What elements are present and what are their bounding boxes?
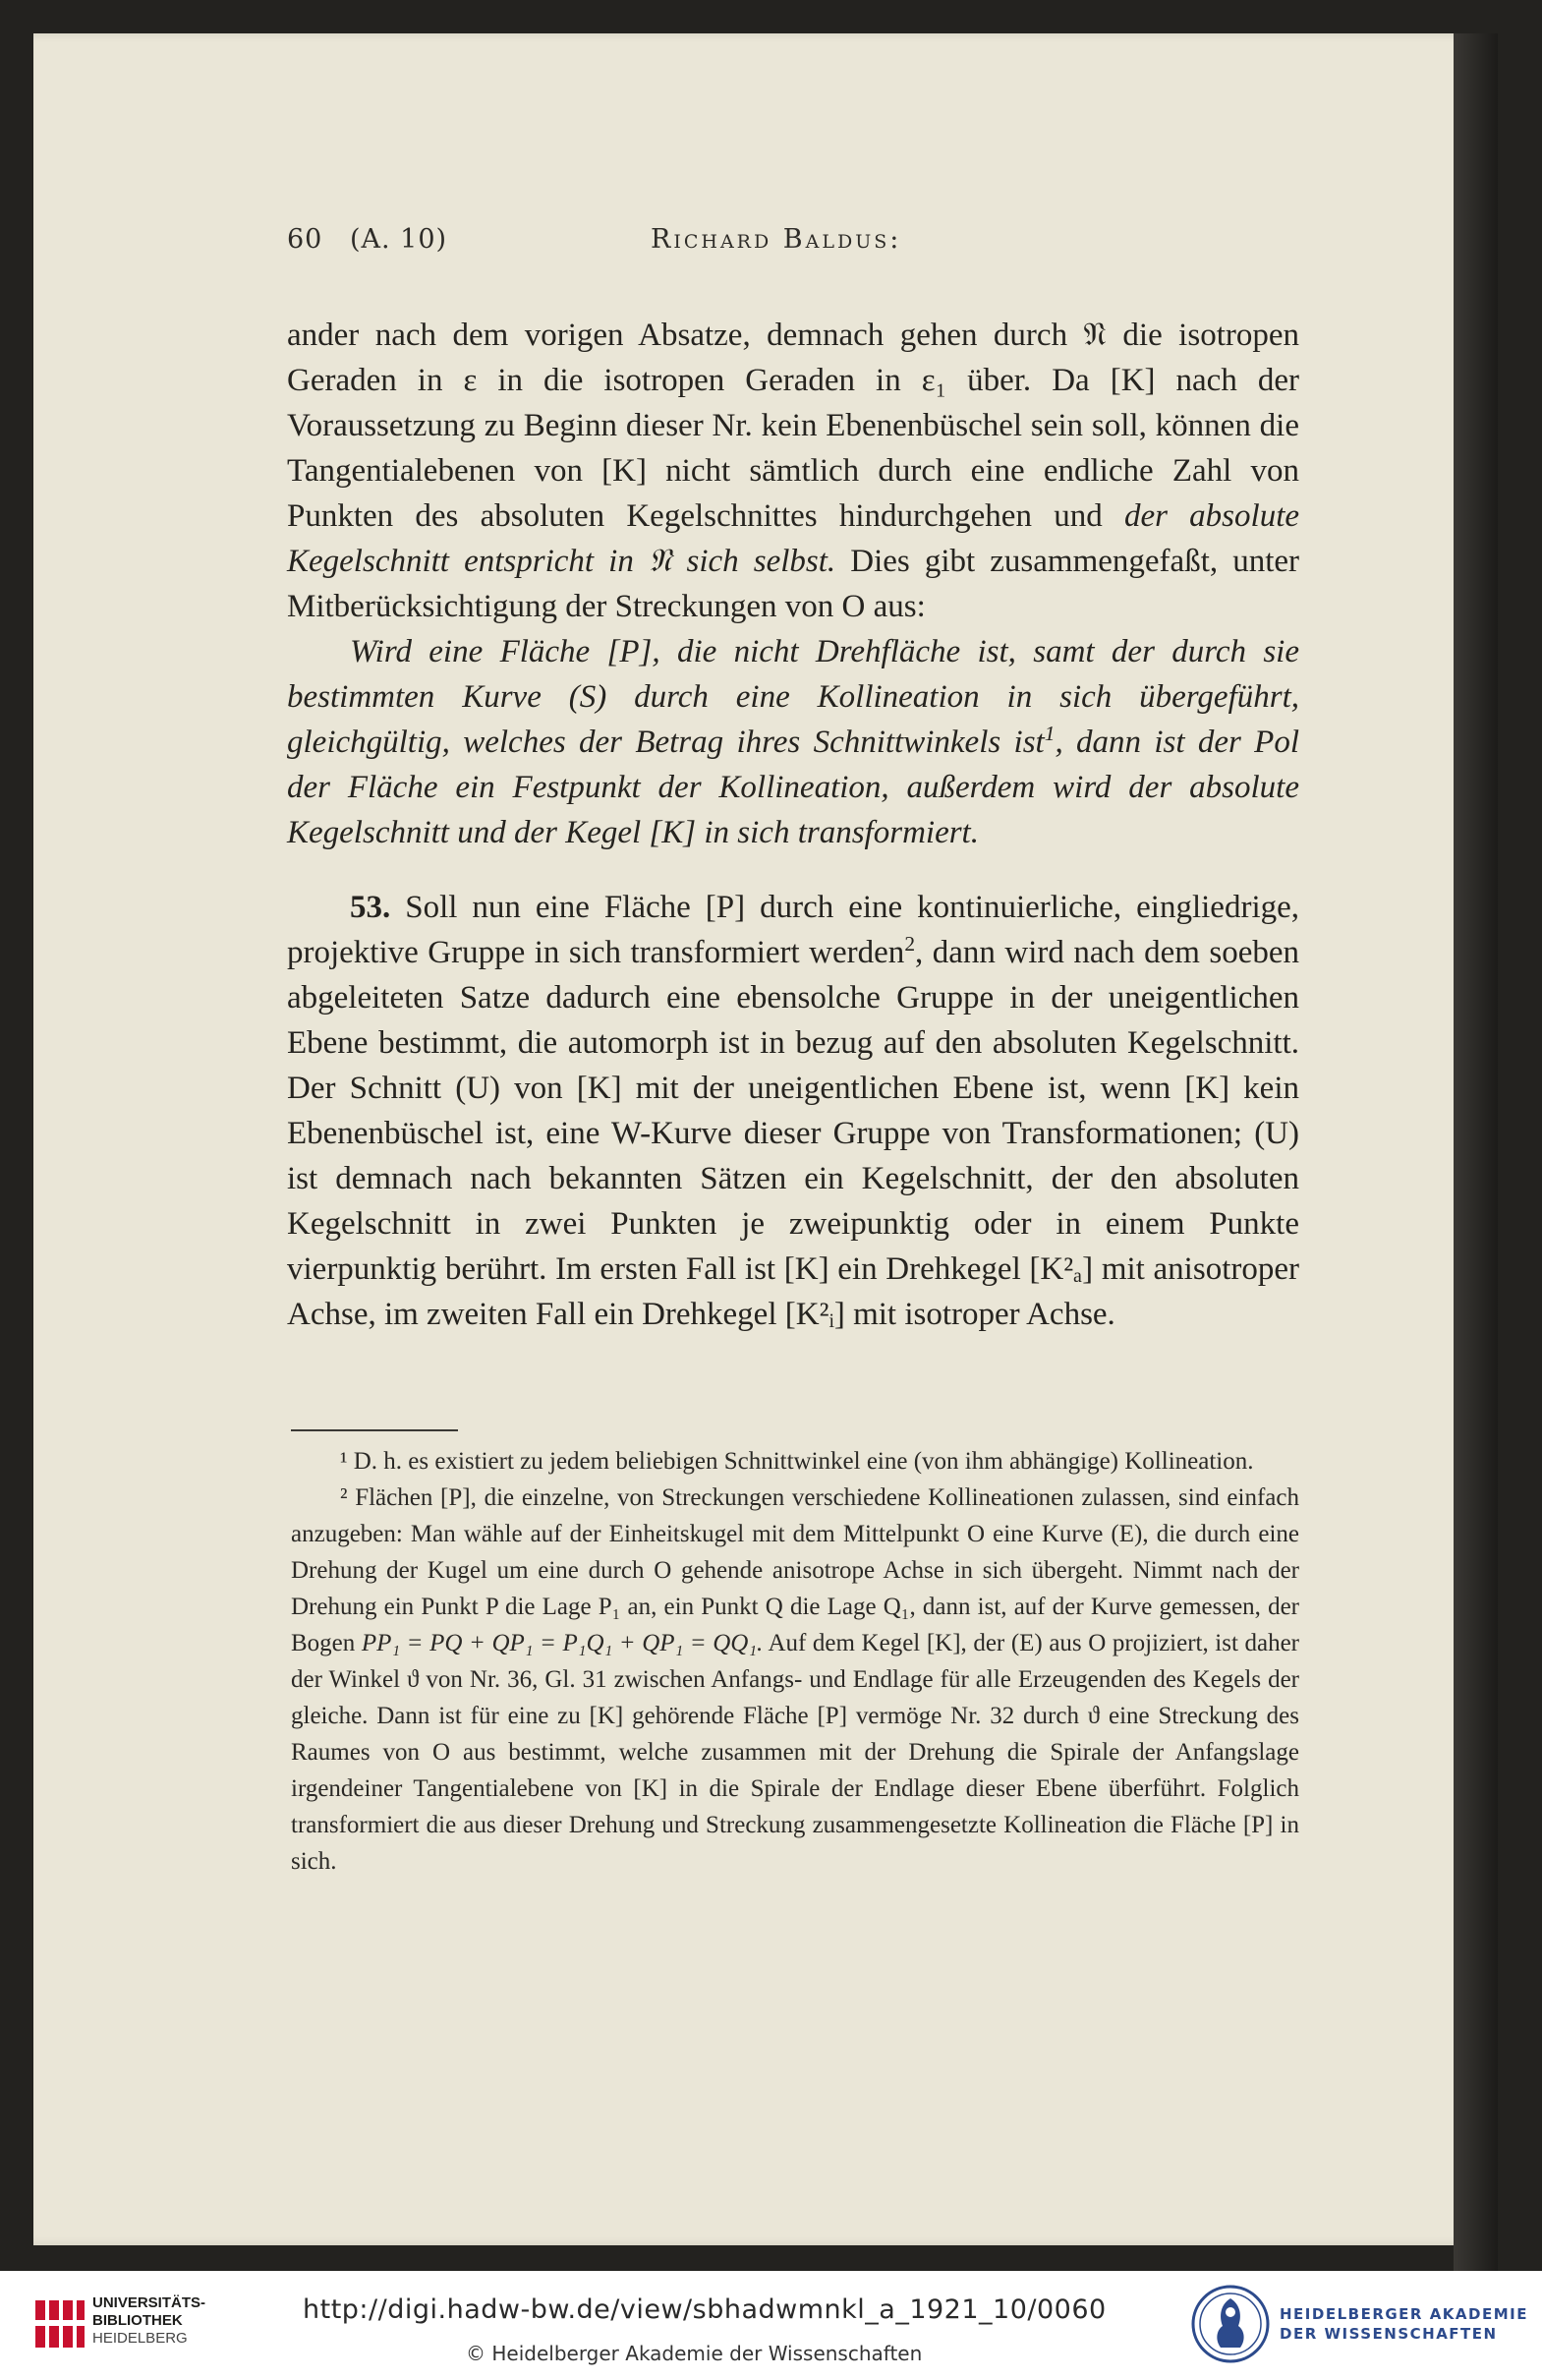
section-number: 53. xyxy=(350,890,391,925)
section-reference: (A. 10) xyxy=(349,224,448,255)
footnote-divider xyxy=(291,1429,458,1431)
copyright-notice: © Heidelberger Akademie der Wissenschaften xyxy=(466,2342,923,2365)
body-text xyxy=(287,313,1299,1337)
footnotes xyxy=(291,1443,1299,1880)
italic-statement: der absolute Kegelschnitt entspricht in 𝔑 sich selbst. xyxy=(287,498,1300,579)
academy-seal-icon xyxy=(1191,2283,1270,2365)
page-number: 60 xyxy=(287,224,323,255)
university-library-name: UNIVERSITÄTS- BIBLIOTHEK HEIDELBERG xyxy=(92,2294,206,2347)
paragraph-continuation: ander nach dem vorigen Absatze, demnach gehen durch 𝔑 die isotropen Geraden in ε in die isotropen Geraden in ε₁ über. Da [K] nach der Voraussetzung zu Beginn dieser Nr. kein Ebenenbüschel sein soll, können die Tangentialebenen von [K] nicht sämtlich durch eine endliche Zahl von Punkten des absoluten Kegelschnittes hindurchgehen und der absolute Kegelschnitt entspricht in 𝔑 sich selbst. Dies gibt zusammengefaßt, unter Mitberücksichtigung der Streckungen von O aus: xyxy=(287,318,1300,624)
viewer-footer xyxy=(0,2271,1542,2380)
footnote-2: ² Flächen [P], die einzelne, von Streckungen verschiedene Kollineationen zulassen, sind einfach anzugeben: Man wähle auf der Einheitskugel mit dem Mittelpunkt O eine Kurve (E), die durch eine Drehung der Kugel um eine durch O gehende anisotrope Achse in sich übergeht. Nimmt nach der Drehung ein Punkt P die Lage P₁ an, ein Punkt Q die Lage Q₁, dann ist, auf der Kurve gemessen, der Bogen PP₁ = PQ + QP₁ = P₁Q₁ + QP₁ = QQ₁. Auf dem Kegel [K], der (E) aus O projiziert, ist daher der Winkel ϑ von Nr. 36, Gl. 31 zwischen Anfangs- und Endlage für alle Erzeugenden des Kegels der gleiche. Dann ist für eine zu [K] gehörende Fläche [P] vermöge Nr. 32 durch ϑ eine Streckung des Raumes von O aus bestimmt, welche zusammen mit der Drehung die Spirale der Anfangslage irgendeiner Tangentialebene von [K] in die Spirale der Endlage dieser Ebene überführt. Folglich transformiert die aus dieser Drehung und Streckung zusammengesetzte Kollineation die Fläche [P] in sich. xyxy=(291,1484,1300,1875)
footnote-ref-2: 2 xyxy=(904,932,916,956)
book-spine xyxy=(1454,33,1498,2294)
theorem-statement: Wird eine Fläche [P], die nicht Drehfläche ist, samt der durch sie bestimmten Kurve (S) durch eine Kollineation in sich übergeführt, gleichgültig, welches der Betrag ihres Schnittwinkels ist$^1$, dann ist der Pol der Fläche ein Festpunkt der Kollineation, außerdem wird der absolute Kegelschnitt und der Kegel [K] in sich transformiert. xyxy=(287,634,1299,850)
running-title: Richard Baldus: xyxy=(651,224,902,255)
university-library-logo-icon xyxy=(33,2296,86,2351)
footnote-1: ¹ D. h. es existiert zu jedem beliebigen Schnittwinkel eine (von ihm abhängige) Kollineation. xyxy=(340,1448,1254,1475)
arc-formula: PP₁ = PQ + QP₁ = P₁Q₁ + QP₁ = QQ₁. xyxy=(361,1630,764,1656)
section-53: 53. Soll nun eine Fläche [P] durch eine kontinuierliche, eingliedrige, projektive Gruppe in sich transformiert werden$^2$, dann wird nach dem soeben abgeleiteten Satze dadurch eine ebensolche Gruppe in der uneigentlichen Ebene bestimmt, die automorph ist in bezug auf den absoluten Kegelschnitt. Der Schnitt (U) von [K] mit der uneigentlichen Ebene ist, wenn [K] kein Ebenenbüschel ist, eine W-Kurve dieser Gruppe von Transformationen; (U) ist demnach nach bekannten Sätzen ein Kegelschnitt, der den absoluten Kegelschnitt in zwei Punkten je zweipunktig oder in einem Punkte vierpunktig berührt. Im ersten Fall ist [K] ein Drehkegel [K²ₐ] mit anisotroper Achse, im zweiten Fall ein Drehkegel [K²ᵢ] mit isotroper Achse. xyxy=(287,890,1300,1332)
academy-name: HEIDELBERGER AKADEMIE DER WISSENSCHAFTEN xyxy=(1280,2305,1528,2343)
permalink-url[interactable]: http://digi.hadw-bw.de/view/sbhadwmnkl_a_1921_10/0060 xyxy=(303,2294,1107,2325)
footnote-ref-1: 1 xyxy=(1044,722,1056,745)
